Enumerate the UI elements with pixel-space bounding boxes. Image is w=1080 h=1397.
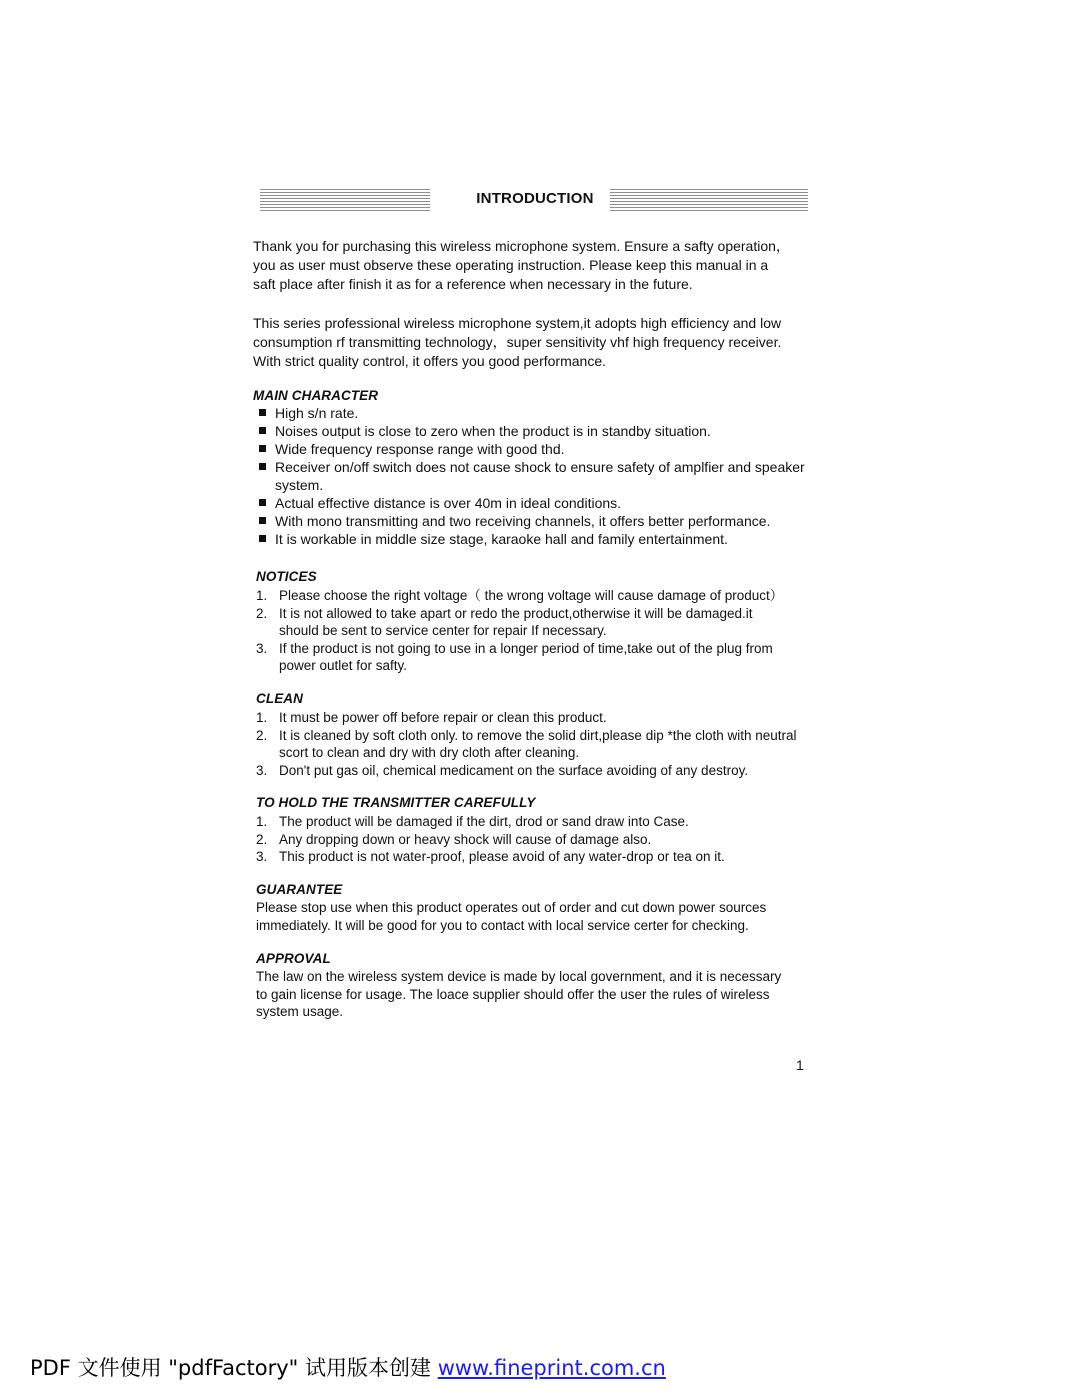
list-item — [256, 848, 816, 866]
main-character-list — [258, 404, 838, 548]
list-item-number: 2. — [256, 605, 268, 621]
list-item — [256, 762, 816, 780]
list-item — [256, 640, 794, 675]
intro-p1-line: saft place after finish it as for a reference when necessary in the future. — [253, 276, 693, 292]
bullet-square-icon — [259, 463, 266, 470]
list-item-number: 1. — [256, 710, 268, 725]
list-item-text: Actual effective distance is over 40m in ideal conditions. — [275, 495, 622, 511]
bullet-square-icon — [259, 427, 266, 434]
list-item — [258, 530, 838, 548]
intro-rule-right — [610, 189, 808, 211]
intro-p2-line: consumption rf transmitting technology，super sensitivity vhf high frequency receiver. — [253, 334, 782, 350]
approval-heading: APPROVAL — [256, 951, 331, 966]
intro-p2-line: With strict quality control, it offers you good performance. — [253, 353, 607, 369]
approval-line: system usage. — [256, 1004, 344, 1019]
list-item-text: Please choose the right voltage（ the wrong voltage will cause damage of product） — [279, 588, 784, 603]
guarantee-line: Please stop use when this product operates out of order and cut down power sources — [256, 900, 767, 915]
footer-text: PDF 文件使用 "pdfFactory" 试用版本创建 — [30, 1356, 438, 1380]
bullet-square-icon — [259, 409, 266, 416]
list-item-number: 1. — [256, 814, 268, 829]
page-number: 1 — [796, 1057, 804, 1073]
notices-heading: NOTICES — [256, 569, 317, 584]
list-item-number: 2. — [256, 831, 268, 847]
list-item-text: The product will be damaged if the dirt, drod or sand draw into Case. — [279, 814, 689, 829]
guarantee-text — [256, 899, 836, 934]
list-item-text: Any dropping down or heavy shock will cause of damage also. — [279, 831, 652, 847]
main-character-heading: MAIN CHARACTER — [253, 388, 379, 403]
intro-paragraph-2 — [253, 314, 833, 371]
intro-rule-left — [260, 189, 430, 211]
intro-p2-line: This series professional wireless microphone system,it adopts high efficiency and low — [253, 315, 782, 331]
clean-list — [256, 709, 816, 779]
list-item-number: 1. — [256, 588, 268, 603]
list-item-text: With mono transmitting and two receiving channels, it offers better performance. — [275, 513, 771, 529]
list-item-text: It is not allowed to take apart or redo the product,otherwise it will be damaged.it should be sent to service center for repair If necessary. — [279, 605, 753, 638]
list-item — [258, 512, 838, 530]
approval-line: The law on the wireless system device is made by local government, and it is necessary — [256, 969, 782, 984]
intro-p1-line: you as user must observe these operating instruction. Please keep this manual in a — [253, 257, 769, 273]
list-item-text: This product is not water-proof, please avoid of any water-drop or tea on it. — [279, 849, 725, 864]
list-item — [256, 587, 816, 605]
list-item — [256, 727, 799, 762]
list-item-text: It must be power off before repair or clean this product. — [279, 710, 607, 725]
list-item-text: It is workable in middle size stage, karaoke hall and family entertainment. — [275, 531, 728, 547]
list-item-number: 2. — [256, 727, 268, 743]
bullet-square-icon — [259, 517, 266, 524]
list-item — [256, 831, 816, 849]
hold-heading: TO HOLD THE TRANSMITTER CAREFULLY — [256, 795, 536, 810]
list-item-text: If the product is not going to use in a longer period of time,take out of the plug from power outlet for safty. — [279, 640, 773, 673]
list-item-text: Receiver on/off switch does not cause shock to ensure safety of amplfier and speaker system. — [275, 459, 805, 493]
clean-heading: CLEAN — [256, 691, 303, 706]
list-item-text: Wide frequency response range with good thd. — [275, 441, 565, 457]
hold-list — [256, 813, 816, 866]
list-item-number: 3. — [256, 762, 268, 778]
list-item — [256, 709, 816, 727]
list-item — [258, 422, 838, 440]
pdf-factory-footer — [30, 1352, 666, 1382]
list-item-text: Don't put gas oil, chemical medicament on the surface avoiding of any destroy. — [279, 762, 749, 778]
intro-title: INTRODUCTION — [476, 190, 594, 207]
bullet-square-icon — [259, 535, 266, 542]
notices-list — [256, 587, 816, 675]
approval-text — [256, 968, 836, 1021]
list-item-number: 3. — [256, 640, 268, 656]
intro-p1-line: Thank you for purchasing this wireless microphone system. Ensure a safty operation， — [253, 238, 790, 254]
list-item — [258, 458, 815, 494]
list-item — [258, 440, 838, 458]
bullet-square-icon — [259, 445, 266, 452]
list-item — [258, 494, 838, 512]
list-item — [256, 605, 794, 640]
bullet-square-icon — [259, 499, 266, 506]
footer-link[interactable]: www.fineprint.com.cn — [437, 1356, 666, 1380]
approval-line: to gain license for usage. The loace supplier should offer the user the rules of wireless — [256, 986, 770, 1002]
list-item-text: High s/n rate. — [275, 405, 359, 421]
list-item-text: It is cleaned by soft cloth only. to remove the solid dirt,please dip *the cloth with neutral scort to clean and dry with dry cloth after cleaning. — [279, 727, 797, 760]
intro-paragraph-1 — [253, 237, 833, 294]
list-item — [256, 813, 816, 831]
guarantee-line: immediately. It will be good for you to contact with local service certer for checking. — [256, 917, 749, 933]
list-item-number: 3. — [256, 849, 268, 864]
list-item-text: Noises output is close to zero when the product is in standby situation. — [275, 423, 711, 439]
list-item — [258, 404, 838, 422]
guarantee-heading: GUARANTEE — [256, 882, 343, 897]
